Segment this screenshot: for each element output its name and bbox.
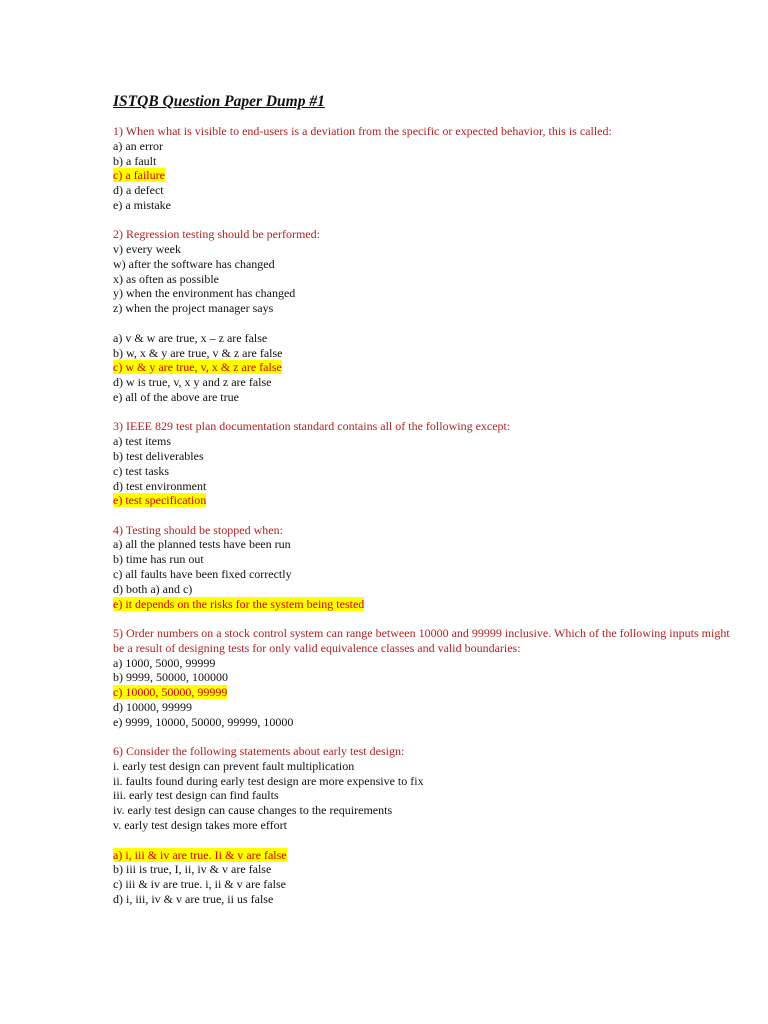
spacer [113,833,733,848]
answer-option-correct [113,597,733,612]
answer-option [113,670,733,685]
question-block-5 [113,626,733,730]
answer-text: b) time has run out [113,552,204,567]
question-text: 4) Testing should be stopped when: [113,522,283,537]
statement-item: w) after the software has changed [113,256,275,271]
answer-text: a) test items [113,434,171,449]
answer-text: a) an error [113,138,163,153]
answer-option [113,700,733,715]
answer-option [113,479,733,494]
answer-option [113,464,733,479]
statement-item: x) as often as possible [113,271,219,286]
answer-option [113,552,733,567]
answer-option [113,567,733,582]
answer-option [113,715,733,730]
document-title: ISTQB Question Paper Dump #1 [113,93,325,110]
question-block-6 [113,744,733,907]
answer-option [113,154,733,169]
answer-text: d) i, iii, iv & v are true, ii us false [113,891,274,906]
answer-text: d) test environment [113,478,207,493]
highlighted-answer-text: e) test specification [113,493,207,508]
answer-text: d) both a) and c) [113,581,193,596]
statement-item: z) when the project manager says [113,301,274,316]
question-block-2 [113,227,733,405]
statement-item: iii. early test design can find faults [113,788,279,803]
statement-item: ii. faults found during early test design are more expensive to fix [113,773,424,788]
answer-option [113,656,733,671]
highlighted-answer-text: a) i, iii & iv are true. Ii & v are false [113,847,287,862]
highlighted-answer-text: e) it depends on the risks for the system being tested [113,596,365,611]
answer-option-correct [113,848,733,863]
answer-option-correct [113,493,733,508]
document-page [113,92,733,921]
question-list [113,124,733,907]
answer-option-correct [113,685,733,700]
highlighted-answer-text: c) a failure [113,168,165,183]
answer-text: a) v & w are true, x – z are false [113,330,268,345]
answer-text: e) a mistake [113,197,171,212]
highlighted-answer-text: c) 10000, 50000, 99999 [113,685,228,700]
answer-text: a) 1000, 5000, 99999 [113,655,216,670]
answer-text: c) test tasks [113,463,169,478]
answer-option-correct [113,168,733,183]
question-block-1 [113,124,733,213]
question-block-4 [113,523,733,612]
answer-text: c) all faults have been fixed correctly [113,567,292,582]
answer-option [113,139,733,154]
answer-option [113,434,733,449]
answer-option [113,537,733,552]
answer-option [113,390,733,405]
answer-text: b) test deliverables [113,448,204,463]
statement-item: i. early test design can prevent fault multiplication [113,758,355,773]
answer-option [113,183,733,198]
statement-item: v) every week [113,242,181,257]
statement-item: iv. early test design can cause changes to the requirements [113,803,393,818]
answer-option [113,449,733,464]
answer-text: b) iii is true, I, ii, iv & v are false [113,862,272,877]
answer-text: d) a defect [113,183,164,198]
question-text: 3) IEEE 829 test plan documentation standard contains all of the following except: [113,419,511,434]
answer-option [113,346,733,361]
answer-text: e) 9999, 10000, 50000, 99999, 10000 [113,714,294,729]
answer-text: b) a fault [113,153,157,168]
answer-option [113,877,733,892]
spacer [113,316,733,331]
statement-item: v. early test design takes more effort [113,817,287,832]
answer-text: d) w is true, v, x y and z are false [113,375,272,390]
answer-text: a) all the planned tests have been run [113,537,291,552]
answer-text: d) 10000, 99999 [113,699,192,714]
question-block-3 [113,419,733,508]
answer-text: e) all of the above are true [113,390,239,405]
answer-option [113,198,733,213]
answer-option [113,892,733,907]
answer-option [113,375,733,390]
highlighted-answer-text: c) w & y are true, v, x & z are false [113,360,282,375]
answer-option [113,582,733,597]
answer-text: b) w, x & y are true, v & z are false [113,345,283,360]
answer-option-correct [113,360,733,375]
statement-item: y) when the environment has changed [113,286,296,301]
question-text: 6) Consider the following statements about early test design: [113,743,405,758]
question-text: 2) Regression testing should be performed: [113,227,320,242]
answer-text: b) 9999, 50000, 100000 [113,670,228,685]
question-text: 5) Order numbers on a stock control system can range between 10000 and 99999 inclusive. Which of the following inputs might be a result of designing tests for only valid equivalence classes and valid boundaries: [113,625,730,655]
answer-option [113,331,733,346]
answer-option [113,862,733,877]
answer-text: c) iii & iv are true. i, ii & v are false [113,877,286,892]
question-text: 1) When what is visible to end-users is a deviation from the specific or expected behavior, this is called: [113,124,612,138]
